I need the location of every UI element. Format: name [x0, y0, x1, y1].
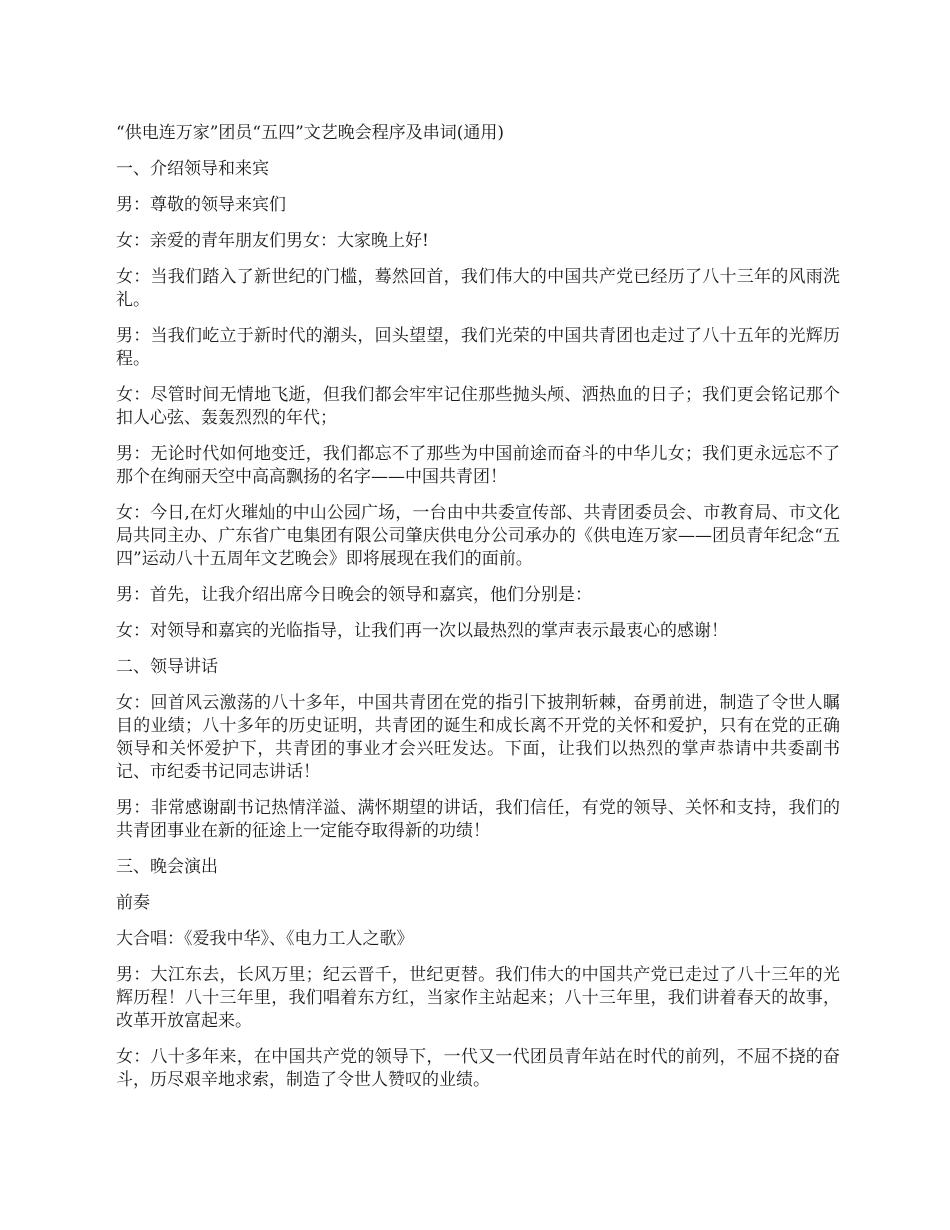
paragraph: 女：回首风云激荡的八十多年，中国共青团在党的指引下披荆斩棘，奋勇前进，制造了令世人瞩目的业绩；八十多年的历史证明，共青团的诞生和成长离不开党的关怀和爱护，只有在党的正确领导和关怀爱护下，共青团的事业才会兴旺发达。下面，让我们以热烈的掌声恭请中共委副书记、市纪委书记同志讲话！ — [116, 693, 840, 782]
section-heading-speech: 二、领导讲话 — [116, 657, 218, 677]
paragraph: 男：当我们屹立于新时代的潮头，回头望望，我们光荣的中国共青团也走过了八十五年的光辉历程。 — [116, 326, 840, 369]
paragraph: 男：首先，让我介绍出席今日晚会的领导和嘉宾，他们分别是： — [116, 585, 592, 605]
section-heading-performance: 三、晚会演出 — [116, 857, 218, 877]
paragraph: 男：非常感谢副书记热情洋溢、满怀期望的讲话，我们信任，有党的领导、关怀和支持，我们的共青团事业在新的征途上一定能夺取得新的功绩！ — [116, 798, 840, 841]
paragraph: 女：尽管时间无情地飞逝，但我们都会牢牢记住那些抛头颅、洒热血的日子；我们更会铭记那个扣人心弦、轰轰烈烈的年代； — [116, 385, 840, 428]
section-heading-intro: 一、介绍领导和来宾 — [116, 159, 269, 179]
paragraph: 女：今日,在灯火璀灿的中山公园广场，一台由中共委宣传部、共青团委员会、市教育局、市文化局共同主办、广东省广电集团有限公司肇庆供电分公司承办的《供电连万家——团员青年纪念“五四”运动八十五周年文艺晚会》即将展现在我们的面前。 — [116, 503, 840, 569]
paragraph: 大合唱：《爱我中华》、《电力工人之歌》 — [116, 929, 414, 949]
paragraph: 女：亲爱的青年朋友们男女：大家晚上好! — [116, 231, 429, 251]
paragraph: 男：无论时代如何地变迁，我们都忘不了那些为中国前途而奋斗的中华儿女；我们更永远忘不了那个在绚丽天空中高高飘扬的名字——中国共青团！ — [116, 444, 840, 487]
paragraph: 男：尊敬的领导来宾们 — [116, 195, 286, 215]
document-page — [116, 122, 840, 1105]
paragraph: 女：八十多年来，在中国共产党的领导下，一代又一代团员青年站在时代的前列，不屈不挠的奋斗，历尽艰辛地求索，制造了令世人赞叹的业绩。 — [116, 1047, 840, 1090]
paragraph: 男：大江东去，长风万里；纪云晋千，世纪更替。我们伟大的中国共产党已走过了八十三年的光辉历程！八十三年里，我们唱着东方红，当家作主站起来；八十三年里，我们讲着春天的故事，改革开放富起来。 — [116, 965, 840, 1031]
document-title: “供电连万家”团员“五四”文艺晚会程序及串词(通用) — [116, 123, 505, 143]
paragraph: 前奏 — [116, 893, 150, 913]
paragraph: 女：当我们踏入了新世纪的门槛，蓦然回首，我们伟大的中国共产党已经历了八十三年的风雨洗礼。 — [116, 267, 840, 310]
paragraph: 女：对领导和嘉宾的光临指导，让我们再一次以最热烈的掌声表示最衷心的感谢！ — [116, 621, 728, 641]
